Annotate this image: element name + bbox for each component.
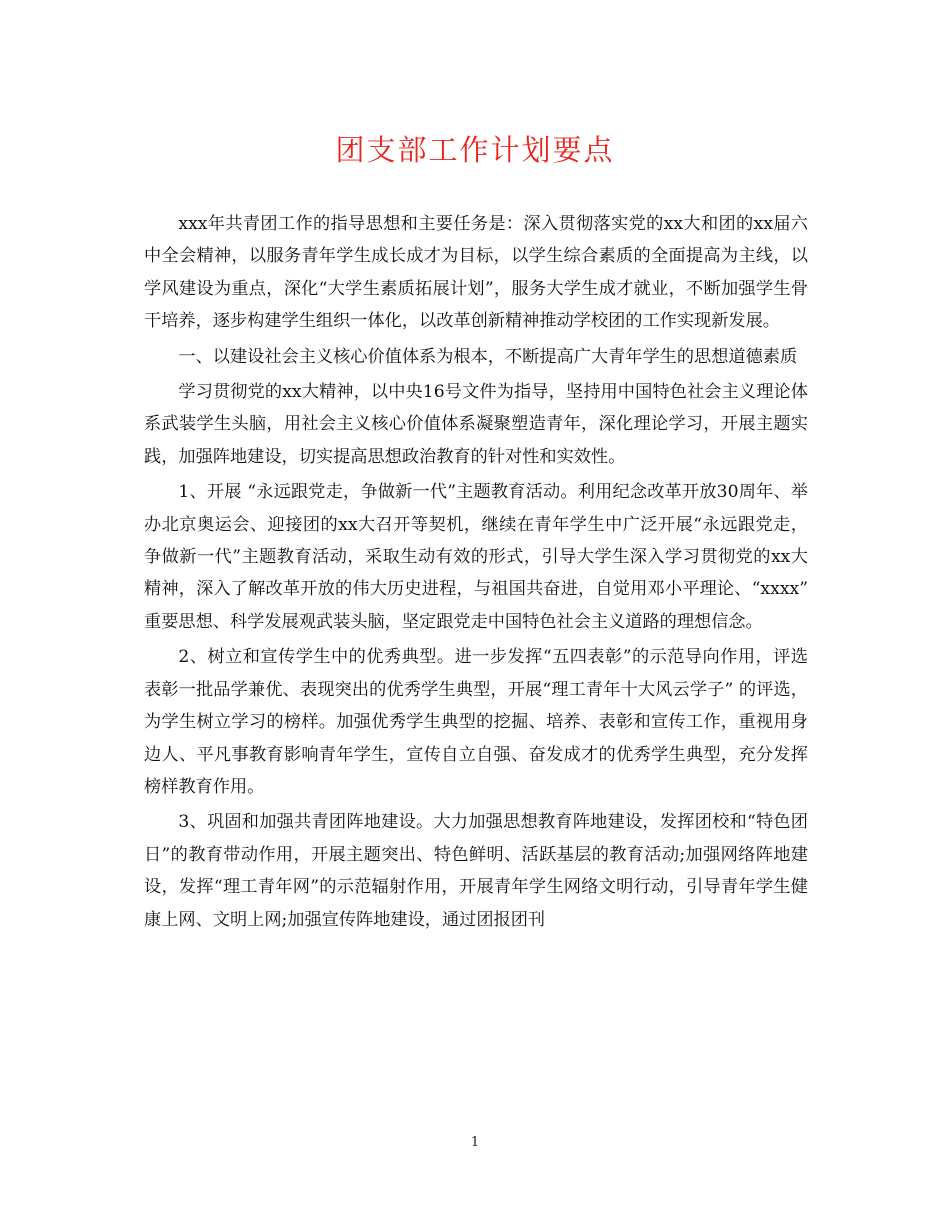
page-number: 1 [470, 1135, 480, 1150]
section-heading-1: 一、以建设社会主义核心价值体系为根本，不断提高广大青年学生的思想道德素质 [178, 346, 798, 367]
paragraph-study-spirit: 学习贯彻党的xx大精神，以中央16号文件为指导，坚持用中国特色社会主义理论体系武装学生头脑，用社会主义核心价值体系凝聚塑造青年，深化理论学习，开展主题实践，加强阵地建设，切实提高思想政治教育的针对性和实效性。 [144, 382, 808, 467]
paragraph-item-1: 1、开展 “永远跟党走，争做新一代”主题教育活动。利用纪念改革开放30周年、举办北京奥运会、迎接团的xx大召开等契机，继续在青年学生中广泛开展“永远跟党走，争做新一代”主题教育活动，采取生动有效的形式，引导大学生深入学习贯彻党的xx大精神，深入了解改革开放的伟大历史进程，与祖国共奋进，自觉用邓小平理论、“xxxx” 重要思想、科学发展观武装头脑，坚定跟党走中国特色社会主义道路的理想信念。 [144, 482, 808, 632]
paragraph-guiding-ideology: xxx年共青团工作的指导思想和主要任务是：深入贯彻落实党的xx大和团的xx届六中全会精神，以服务青年学生成长成才为目标，以学生综合素质的全面提高为主线，以学风建设为重点，深化“大学生素质拓展计划”，服务大学生成才就业，不断加强学生骨干培养，逐步构建学生组织一体化，以改革创新精神推动学校团的工作实现新发展。 [144, 214, 808, 332]
document-body [144, 208, 808, 936]
paragraph-item-2: 2、树立和宣传学生中的优秀典型。进一步发挥“五四表彰”的示范导向作用，评选表彰一批品学兼优、表现突出的优秀学生典型，开展“理工青年十大风云学子” 的评选，为学生树立学习的榜样。加强优秀学生典型的挖掘、培养、表彰和宣传工作，重视用身边人、平凡事教育影响青年学生，宣传自立自强、奋发成才的优秀学生典型，充分发挥榜样教育作用。 [144, 647, 808, 797]
paragraph-item-3: 3、巩固和加强共青团阵地建设。大力加强思想教育阵地建设，发挥团校和“特色团日”的教育带动作用，开展主题突出、特色鲜明、活跃基层的教育活动;加强网络阵地建设，发挥“理工青年网”的示范辐射作用，开展青年学生网络文明行动，引导青年学生健康上网、文明上网;加强宣传阵地建设，通过团报团刊 [144, 812, 808, 930]
document-title: 团支部工作计划要点 [335, 133, 615, 167]
